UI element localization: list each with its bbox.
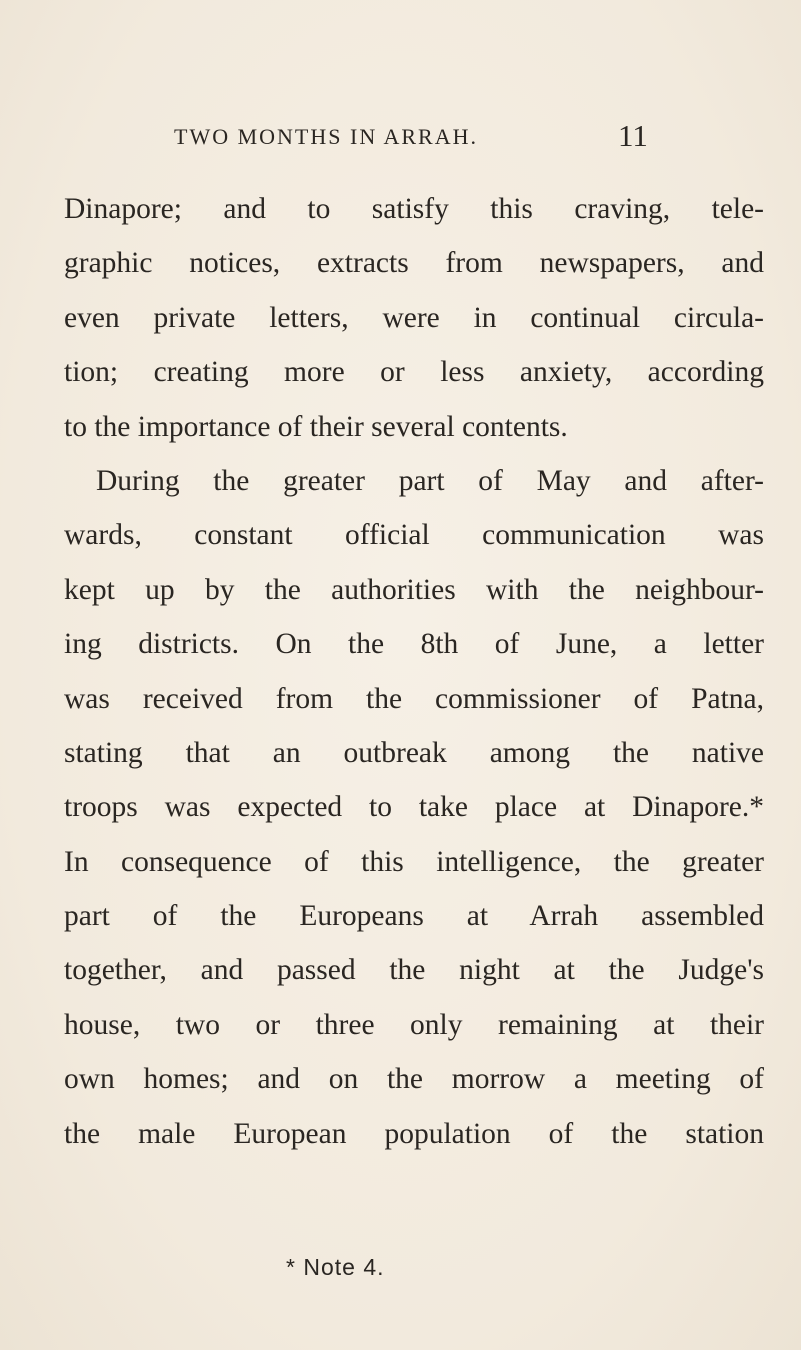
text-line: troops was expected to take place at Dinapore.* (64, 791, 764, 824)
text-line: the male European population of the station (64, 1117, 764, 1150)
text-line: graphic notices, extracts from newspapers, and (64, 247, 764, 280)
text-line: even private letters, were in continual circula- (64, 301, 764, 334)
text-line: to the importance of their several contents. (64, 410, 568, 443)
text-line: wards, constant official communication was (64, 519, 764, 552)
text-line: In consequence of this intelligence, the greater (64, 845, 764, 878)
running-head (174, 118, 774, 154)
text-line: Dinapore; and to satisfy this craving, tele- (64, 193, 764, 225)
text-line: During the greater part of May and after- (96, 464, 764, 497)
text-line: stating that an outbreak among the native (64, 736, 764, 769)
text-line: ing districts. On the 8th of June, a letter (64, 628, 764, 661)
running-title: TWO MONTHS IN ARRAH. (174, 124, 478, 149)
body-paragraph (64, 182, 764, 1161)
text-line: together, and passed the night at the Judge's (64, 954, 764, 987)
text-line: tion; creating more or less anxiety, according (64, 356, 764, 389)
page-number: 11 (618, 118, 648, 153)
footnote: * Note 4. (286, 1254, 385, 1280)
text-line: part of the Europeans at Arrah assembled (64, 900, 764, 933)
text-line: was received from the commissioner of Patna, (64, 682, 764, 715)
text-line: own homes; and on the morrow a meeting of (64, 1063, 764, 1096)
text-line: house, two or three only remaining at their (64, 1008, 764, 1041)
text-line: kept up by the authorities with the neighbour- (64, 573, 764, 606)
